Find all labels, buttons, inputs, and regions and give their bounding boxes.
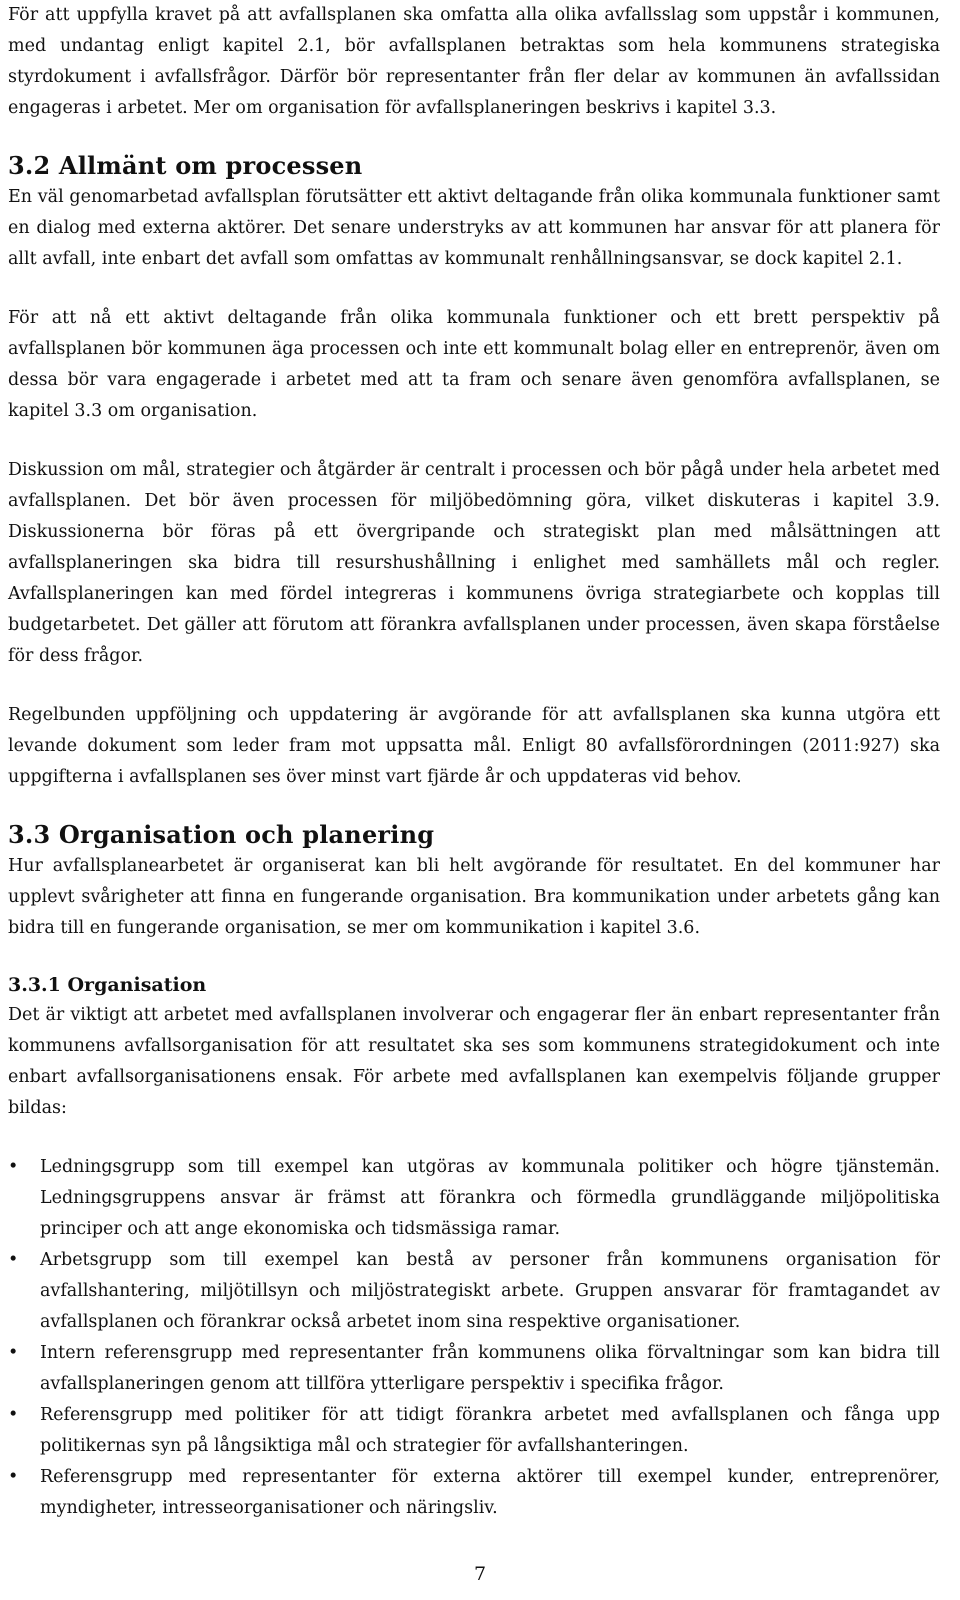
list-item (8, 1400, 940, 1462)
process-paragraph-2: För att nå ett aktivt deltagande från olika kommunala funktioner och ett brett perspektiv på avfallsplanen bör kommunen äga processen och inte ett kommunalt bolag eller en entreprenör, även om dessa bör vara engagerade i arbetet med att ta fram och senare även genomföra avfallsplanen, se kapitel 3.3 om organisation. (8, 308, 940, 421)
section-heading-3-3-1: 3.3.1 Organisation (8, 974, 207, 996)
section-heading-3-2: 3.2 Allmänt om processen (8, 151, 363, 180)
list-item-text: Arbetsgrupp som till exempel kan bestå av personer från kommunens organisation för avfallshantering, miljötillsyn och miljöstrategiskt arbete. Gruppen ansvarar för framtagandet av avfallsplanen och förankrar också arbetet inom sina respektive organisationer. (40, 1250, 940, 1332)
process-paragraph-1: En väl genomarbetad avfallsplan förutsätter ett aktivt deltagande från olika kommunala funktioner samt en dialog med externa aktörer. Det senare understryks av att kommunen har ansvar för att planera för allt avfall, inte enbart det avfall som omfattas av kommunalt renhållningsansvar, se dock kapitel 2.1. (8, 187, 940, 269)
process-paragraph-4: Regelbunden uppföljning och uppdatering är avgörande för att avfallsplanen ska kunna utgöra ett levande dokument som leder fram mot uppsatta mål. Enligt 80 avfallsförordningen (2011:927) ska uppgifterna i avfallsplanen ses över minst vart fjärde år och uppdateras vid behov. (8, 705, 940, 787)
list-item-text: Referensgrupp med politiker för att tidigt förankra arbetet med avfallsplanen och fånga upp politikernas syn på långsiktiga mål och strategier för avfallshanteringen. (40, 1405, 940, 1456)
list-item-text: Ledningsgrupp som till exempel kan utgöras av kommunala politiker och högre tjänstemän. Ledningsgruppens ansvar är främst att förankra och förmedla grundläggande miljöpolitiska principer och att ange ekonomiska och tidsmässiga ramar. (40, 1157, 940, 1239)
page-number: 7 (473, 1563, 487, 1585)
organisation-paragraph: Det är viktigt att arbetet med avfallsplanen involverar och engagerar fler än enbart representanter från kommunens avfallsorganisation för att resultatet ska ses som kommunens strategidokument och inte enbart avfallsorganisationens ensak. För arbete med avfallsplanen kan exempelvis följande grupper bildas: (8, 1005, 940, 1118)
section-heading-3-3: 3.3 Organisation och planering (8, 820, 435, 849)
bullet-icon: • (8, 1467, 19, 1487)
group-list (8, 1152, 940, 1524)
intro-paragraph: För att uppfylla kravet på att avfallsplanen ska omfatta alla olika avfallsslag som uppstår i kommunen, med undantag enligt kapitel 2.1, bör avfallsplanen betraktas som hela kommunens strategiska styrdokument i avfallsfrågor. Därför bör representanter från fler delar av kommunen än avfallssidan engageras i arbetet. Mer om organisation för avfallsplaneringen beskrivs i kapitel 3.3. (8, 5, 940, 118)
process-paragraph-3: Diskussion om mål, strategier och åtgärder är centralt i processen och bör pågå under hela arbetet med avfallsplanen. Det bör även processen för miljöbedömning göra, vilket diskuteras i kapitel 3.9. Diskussionerna bör föras på ett övergripande och strategiskt plan med målsättningen att avfallsplaneringen ska bidra till resurshushållning i enlighet med samhällets mål och regler. Avfallsplaneringen kan med fördel integreras i kommunens övriga strategiarbete och kopplas till budgetarbetet. Det gäller att förutom att förankra avfallsplanen under processen, även skapa förståelse för dess frågor. (8, 460, 940, 666)
organisation-planning-paragraph: Hur avfallsplanearbetet är organiserat kan bli helt avgörande för resultatet. En del kommuner har upplevt svårigheter att finna en fungerande organisation. Bra kommunikation under arbetets gång kan bidra till en fungerande organisation, se mer om kommunikation i kapitel 3.6. (8, 856, 940, 938)
page-content (8, 0, 940, 1524)
list-item (8, 1338, 940, 1400)
list-item (8, 1245, 940, 1338)
list-item-text: Intern referensgrupp med representanter från kommunens olika förvaltningar som kan bidra till avfallsplaneringen genom att tillföra ytterligare perspektiv i specifika frågor. (40, 1343, 940, 1394)
list-item (8, 1152, 940, 1245)
bullet-icon: • (8, 1157, 19, 1177)
bullet-icon: • (8, 1405, 19, 1425)
list-item-text: Referensgrupp med representanter för externa aktörer till exempel kunder, entreprenörer, myndigheter, intresseorganisationer och näringsliv. (40, 1467, 940, 1518)
list-item (8, 1462, 940, 1524)
bullet-icon: • (8, 1343, 19, 1363)
bullet-icon: • (8, 1250, 19, 1270)
